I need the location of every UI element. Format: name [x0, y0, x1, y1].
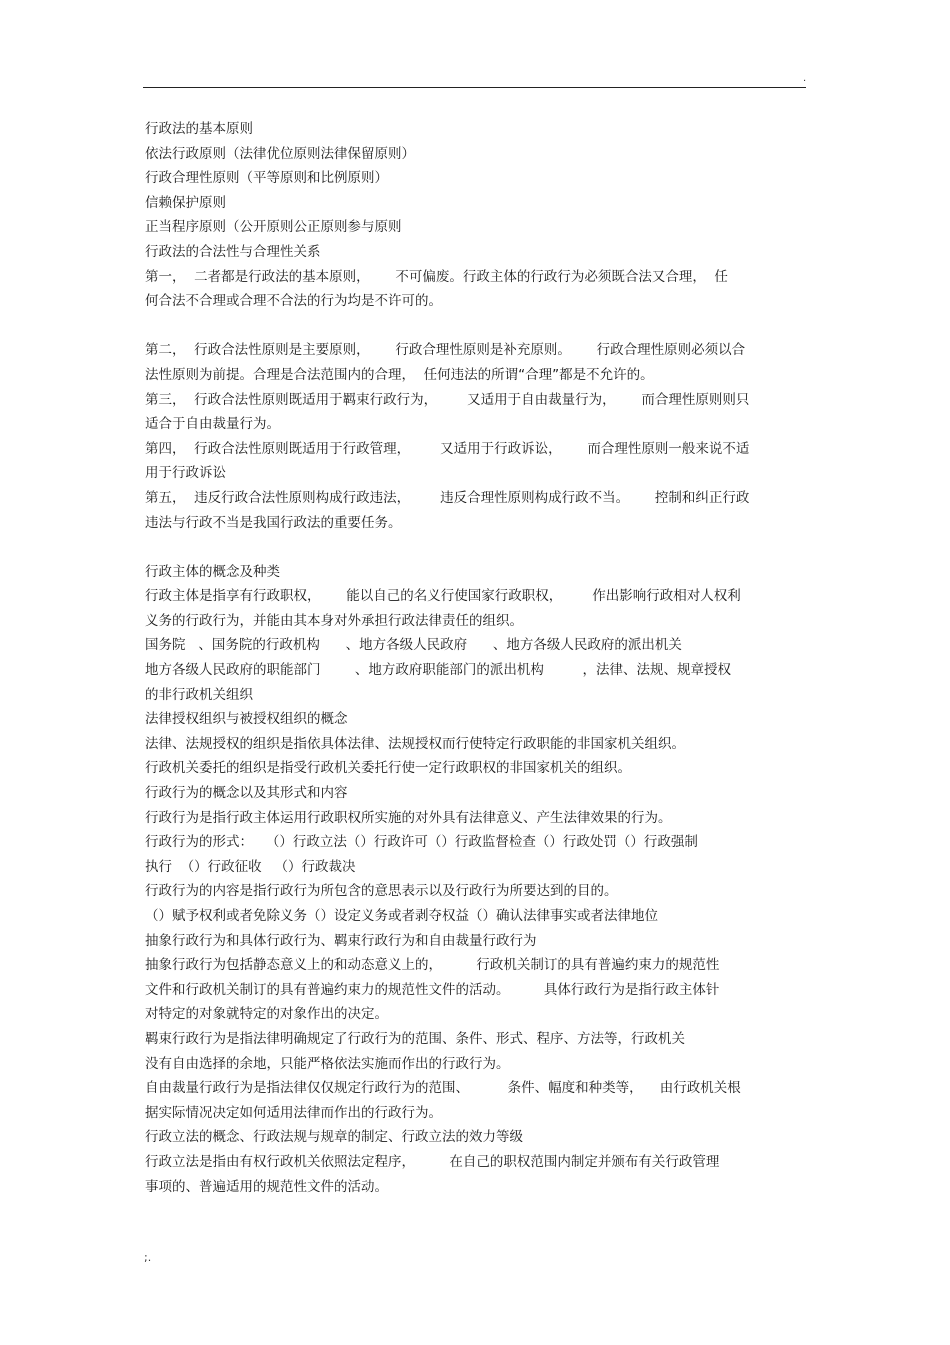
- footer-mark: ;.: [144, 1251, 152, 1264]
- text-line: 国务院 、国务院的行政机构 、地方各级人民政府 、地方各级人民政府的派出机关: [145, 637, 682, 654]
- text-line: 法律、法规授权的组织是指依具体法律、法规授权而行使特定行政职能的非国家机关组织。: [145, 735, 685, 752]
- text-line: 第三， 行政合法性原则既适用于羁束行政行为， 又适用于自由裁量行为， 而合理性原则则只: [145, 391, 750, 408]
- text-line: 第四， 行政合法性原则既适用于行政管理， 又适用于行政诉讼， 而合理性原则一般来说不适: [145, 440, 750, 457]
- text-line: 没有自由选择的余地，只能严格依法实施而作出的行政行为。: [145, 1055, 510, 1072]
- text-line: 行政合理性原则（平等原则和比例原则）: [145, 170, 388, 187]
- header-rule: [143, 87, 806, 88]
- text-line: 地方各级人民政府的职能部门 、地方政府职能部门的派出机构 ，法律、法规、规章授权: [145, 662, 731, 679]
- text-line: 执行 （）行政征收 （）行政裁决: [145, 858, 356, 875]
- text-line: 行政行为的形式： （）行政立法（）行政许可（）行政监督检查（）行政处罚（）行政强制: [145, 834, 698, 851]
- text-line: 违法与行政不当是我国行政法的重要任务。: [145, 514, 402, 531]
- text-line: 信赖保护原则: [145, 194, 226, 211]
- text-line: 行政法的合法性与合理性关系: [145, 243, 321, 260]
- text-line: 适合于自由裁量行为。: [145, 416, 280, 433]
- text-line: 第二， 行政合法性原则是主要原则， 行政合理性原则是补充原则。 行政合理性原则必须以合: [145, 342, 746, 359]
- text-line: 羁束行政行为是指法律明确规定了行政行为的范围、条件、形式、程序、方法等，行政机关: [145, 1030, 685, 1047]
- text-line: 抽象行政行为包括静态意义上的和动态意义上的， 行政机关制订的具有普遍约束力的规范性: [145, 957, 720, 974]
- text-line: 义务的行政行为，并能由其本身对外承担行政法律责任的组织。: [145, 612, 523, 629]
- text-line: 行政行为是指行政主体运用行政职权所实施的对外具有法律意义、产生法律效果的行为。: [145, 809, 672, 826]
- text-line: 法性原则为前提。合理是合法范围内的合理， 任何违法的所谓“合理”都是不允许的。: [145, 366, 654, 383]
- text-line: 行政主体的概念及种类: [145, 563, 280, 580]
- text-line: 自由裁量行政行为是指法律仅仅规定行政行为的范围、 条件、幅度和种类等， 由行政机关根: [145, 1080, 741, 1097]
- text-line: 行政行为的内容是指行政行为所包含的意思表示以及行政行为所要达到的目的。: [145, 883, 618, 900]
- text-line: 行政立法是指由有权行政机关依照法定程序， 在自己的职权范围内制定并颁布有关行政管理: [145, 1153, 720, 1170]
- text-line: 第五， 违反行政合法性原则构成行政违法， 违反合理性原则构成行政不当。 控制和纠正行政: [145, 489, 750, 506]
- text-line: 据实际情况决定如何适用法律而作出的行政行为。: [145, 1104, 442, 1121]
- text-line: 对特定的对象就特定的对象作出的决定。: [145, 1006, 388, 1023]
- text-line: 何合法不合理或合理不合法的行为均是不许可的。: [145, 293, 442, 310]
- text-line: 用于行政诉讼: [145, 465, 226, 482]
- text-line: 行政主体是指享有行政职权， 能以自己的名义行使国家行政职权， 作出影响行政相对人权利: [145, 588, 741, 605]
- text-line: 的非行政机关组织: [145, 686, 253, 703]
- text-line: 行政立法的概念、行政法规与规章的制定、行政立法的效力等级: [145, 1129, 523, 1146]
- text-line: 法律授权组织与被授权组织的概念: [145, 711, 348, 728]
- text-line: 第一， 二者都是行政法的基本原则， 不可偏废。行政主体的行政行为必须既合法又合理， 任: [145, 268, 728, 285]
- text-line: 行政行为的概念以及其形式和内容: [145, 785, 348, 802]
- text-line: 行政法的基本原则: [145, 121, 253, 137]
- text-line: 事项的、普遍适用的规范性文件的活动。: [145, 1178, 388, 1195]
- document-body: [145, 117, 805, 1199]
- text-line: 行政机关委托的组织是指受行政机关委托行使一定行政职权的非国家机关的组织。: [145, 760, 631, 777]
- text-line: （）赋予权利或者免除义务（）设定义务或者剥夺权益（）确认法律事实或者法律地位: [145, 908, 658, 924]
- paragraph-gap: [145, 535, 805, 560]
- text-line: 依法行政原则（法律优位原则法律保留原则）: [145, 145, 415, 162]
- text-line: 正当程序原则（公开原则公正原则参与原则: [145, 219, 402, 236]
- text-line: 抽象行政行为和具体行政行为、羁束行政行为和自由裁量行政行为: [145, 932, 537, 949]
- text-line: 文件和行政机关制订的具有普遍约束力的规范性文件的活动。 具体行政行为是指行政主体针: [145, 981, 720, 998]
- paragraph-gap: [145, 314, 805, 339]
- header-mark: .: [803, 73, 807, 84]
